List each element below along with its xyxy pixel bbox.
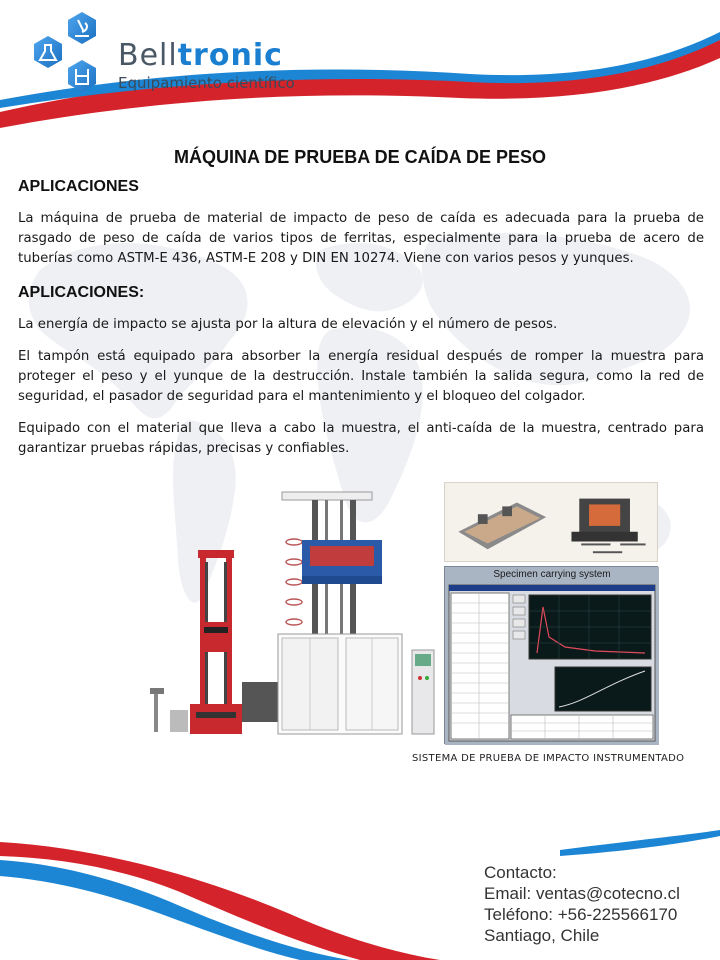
brand-tagline: Equipamiento científico xyxy=(118,74,295,92)
paragraph-description: La máquina de prueba de material de impacto de peso de caída es adecuada para la prueba de rasgado de peso de caída de varios tipos de ferritas, especialmente para la prueba de acero de tuberías como ASTM-E 436, ASTM-E 208 y DIN EN 10274. Viene con varios pesos y yunques. xyxy=(18,211,704,266)
software-screenshot xyxy=(444,566,658,744)
contact-city: Santiago, Chile xyxy=(484,926,600,945)
specimen-carrier-photo xyxy=(444,482,658,562)
paragraph-buffer: El tampón está equipado para absorber la energía residual después de romper la muestra para proteger el peso y el yunque de la destrucción. Instale también la salida segura, como la red de seguridad, el pasador de seguridad para el mantenimiento y el bloqueo del colgador. xyxy=(18,349,704,404)
paragraph-impact-energy: La energía de impacto se ajusta por la altura de elevación y el número de pesos. xyxy=(18,317,558,332)
screen-title: Specimen carrying system xyxy=(493,569,611,580)
paragraph-equipment: Equipado con el material que lleva a cabo la muestra, el anti-caída de la muestra, centrado para garantizar pruebas rápidas, precisas y confiables. xyxy=(18,421,704,456)
contact-email[interactable]: Email: ventas@cotecno.cl xyxy=(484,884,680,903)
brand-name-part2: tronic xyxy=(177,38,283,73)
brand-name xyxy=(118,38,283,73)
section-heading-applications: APLICACIONES xyxy=(18,178,139,195)
drop-weight-machine-photo xyxy=(150,482,442,744)
belltronic-logo-icon xyxy=(20,8,112,100)
brand-name-part1: Bell xyxy=(118,38,178,73)
contact-heading: Contacto: xyxy=(484,863,557,882)
page-title: MÁQUINA DE PRUEBA DE CAÍDA DE PESO xyxy=(173,147,547,167)
software-screen-graphic xyxy=(445,567,659,745)
contact-phone[interactable]: Teléfono: +56-225566170 xyxy=(484,905,678,924)
contact-block xyxy=(484,862,680,946)
figure-caption: SISTEMA DE PRUEBA DE IMPACTO INSTRUMENTADO xyxy=(412,753,685,764)
section-heading-applications-2: APLICACIONES: xyxy=(18,284,145,301)
